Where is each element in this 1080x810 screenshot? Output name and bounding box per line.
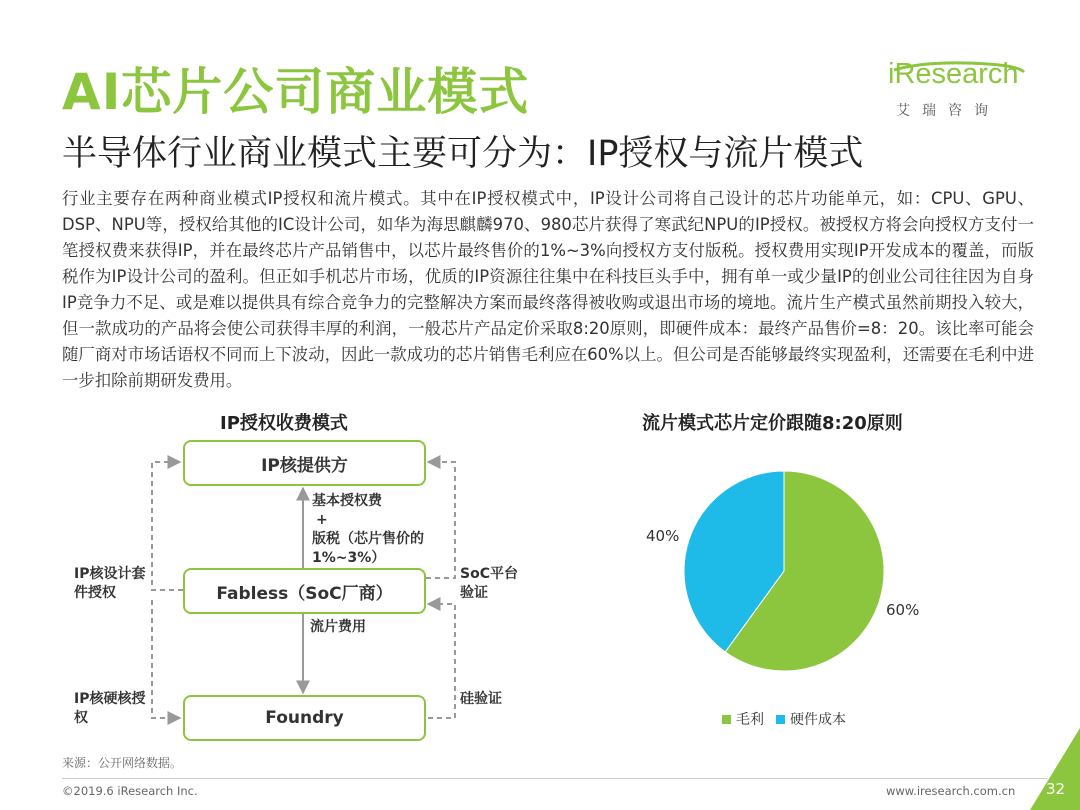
slice-label-hardware: 40% — [646, 527, 680, 545]
legend-label-hardware: 硬件成本 — [790, 712, 846, 728]
fabless-node: Fabless（SoC厂商） — [183, 568, 426, 614]
logo-brand: iResearch — [888, 58, 1019, 90]
copyright: ©2019.6 iResearch Inc. — [62, 784, 198, 798]
footer-url: www.iresearch.com.cn — [886, 784, 1016, 798]
source-note: 来源：公开网络数据。 — [62, 756, 183, 770]
chart-title: 流片模式芯片定价跟随8:20原则 — [642, 413, 903, 434]
right-upper-label: SoC平台验证 — [460, 566, 518, 601]
fee-label: 基本授权费 + 版税（芯片售价的 1%~3%） — [312, 493, 424, 566]
page-number: 32 — [1046, 780, 1066, 798]
left-lower-label: IP核硬核授权 — [74, 691, 146, 726]
ip-provider-node: IP核提供方 — [183, 440, 426, 486]
page-title: AI芯片公司商业模式 — [62, 63, 530, 121]
foundry-node: Foundry — [183, 695, 426, 741]
diagram-title: IP授权收费模式 — [220, 413, 348, 434]
tapeout-fee-label: 流片费用 — [310, 619, 366, 635]
left-upper-label: IP核设计套件授权 — [74, 566, 146, 601]
body-paragraph: 行业主要存在两种商业模式IP授权和流片模式。其中在IP授权模式中，IP设计公司将自己设计的芯片功能单元，如：CPU、GPU、DSP、NPU等，授权给其他的IC设计公司，如华为海思麒麟970、980芯片获得了寒武纪NPU的IP授权。被授权方将会向授权方支付一笔授权费来获得IP，并在最终芯片产品销售中，以芯片最终售价的1%~3%向授权方支付版税。授权费用实现IP开发成本的覆盖，而版税作为IP设计公司的盈利。但正如手机芯片市场，优质的IP资源往往集中在科技巨头手中，拥有单一或少量IP的创业公司往往因为自身IP竞争力不足、或是难以提供具有综合竞争力的完整解决方案而最终落得被收购或退出市场的境地。流片生产模式虽然前期投入较大，但一款成功的产品将会使公司获得丰厚的利润，一般芯片产品定价采取8:20原则，即硬件成本：最终产品售价=8：20。该比率可能会随厂商对市场话语权不同而上下波动，因此一款成功的芯片销售毛利应在60%以上。但公司是否能够最终实现盈利，还需要在毛利中进一步扣除前期研发费用。 — [62, 189, 1034, 390]
legend-label-margin: 毛利 — [736, 712, 764, 728]
right-lower-label: 硅验证 — [460, 691, 502, 707]
logo-subtitle: 艾瑞咨询 — [896, 103, 1000, 119]
page-subtitle: 半导体行业商业模式主要可分为：IP授权与流片模式 — [62, 134, 864, 174]
slice-label-margin: 60% — [886, 601, 920, 619]
